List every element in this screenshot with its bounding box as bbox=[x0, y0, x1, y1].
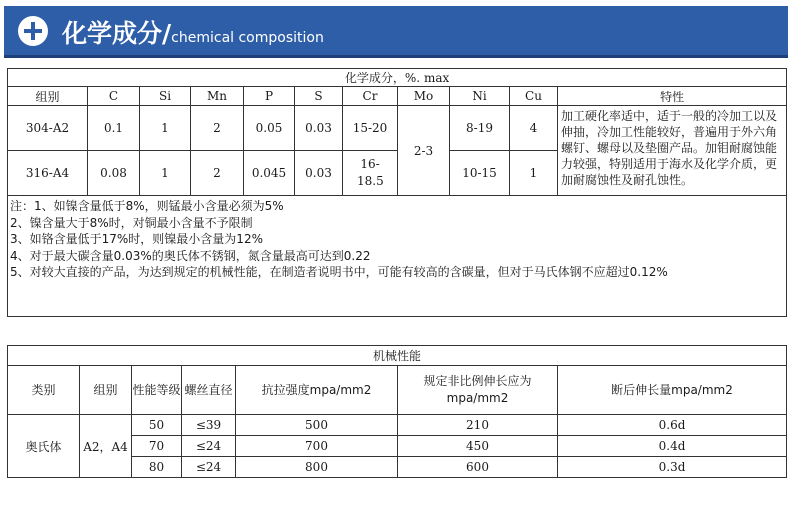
cell-tensile: 500 bbox=[236, 415, 398, 436]
cell-mn: 2 bbox=[191, 151, 244, 196]
cell-yield: 450 bbox=[398, 436, 558, 457]
cell-si: 1 bbox=[140, 151, 191, 196]
cell-grade: 316-A4 bbox=[8, 151, 88, 196]
cell-category: 奥氏体 bbox=[8, 415, 80, 478]
cell-group: A2，A4 bbox=[80, 415, 132, 478]
note-line: 4、对于最大碳含量0.03%的奥氏体不锈钢，氮含量最高可达到0.22 bbox=[10, 248, 371, 263]
col-header-group: 组别 bbox=[80, 366, 132, 415]
cell-p: 0.05 bbox=[244, 106, 295, 151]
cell-elongation: 0.4d bbox=[558, 436, 787, 457]
notes bbox=[8, 196, 787, 317]
cell-cu: 1 bbox=[510, 151, 558, 196]
cell-cr: 15-20 bbox=[343, 106, 398, 151]
cell-mo-shared: 2-3 bbox=[398, 106, 450, 196]
col-header-feature: 特性 bbox=[558, 87, 787, 106]
col-header-si: Si bbox=[140, 87, 191, 106]
cell-ni: 8-19 bbox=[450, 106, 510, 151]
cell-mn: 2 bbox=[191, 106, 244, 151]
cell-elongation: 0.6d bbox=[558, 415, 787, 436]
cell-property-grade: 80 bbox=[132, 457, 182, 478]
col-header-property-grade: 性能等级 bbox=[132, 366, 182, 415]
cell-s: 0.03 bbox=[295, 106, 343, 151]
cell-grade: 304-A2 bbox=[8, 106, 88, 151]
col-header-yield: 规定非比例伸长应为mpa/mm2 bbox=[398, 366, 558, 415]
cell-tensile: 700 bbox=[236, 436, 398, 457]
table-row bbox=[8, 415, 787, 436]
cell-diameter: ≤24 bbox=[182, 457, 236, 478]
section-header bbox=[4, 6, 788, 58]
cell-diameter: ≤39 bbox=[182, 415, 236, 436]
mech-table-title: 机械性能 bbox=[8, 346, 787, 366]
cell-ni: 10-15 bbox=[450, 151, 510, 196]
col-header-cu: Cu bbox=[510, 87, 558, 106]
col-header-diameter: 螺丝直径 bbox=[182, 366, 236, 415]
cell-diameter: ≤24 bbox=[182, 436, 236, 457]
cell-si: 1 bbox=[140, 106, 191, 151]
cell-elongation: 0.3d bbox=[558, 457, 787, 478]
note-line: 3、如铬含量低于17%时，则镍最小含量为12% bbox=[10, 232, 263, 246]
section-title-slash: / bbox=[162, 19, 172, 48]
cell-property-grade: 70 bbox=[132, 436, 182, 457]
note-line: 2、镍含量大于8%时，对铜最小含量不予限制 bbox=[10, 215, 253, 230]
col-header-mn: Mn bbox=[191, 87, 244, 106]
mechanical-properties-table bbox=[7, 345, 787, 478]
chemical-composition-table bbox=[7, 68, 787, 317]
col-header-elongation: 断后伸长量mpa/mm2 bbox=[558, 366, 787, 415]
chem-table-title: 化学成分，%. max bbox=[8, 69, 787, 87]
col-header-s: S bbox=[295, 87, 343, 106]
cell-yield: 600 bbox=[398, 457, 558, 478]
col-header-grade: 组别 bbox=[8, 87, 88, 106]
cell-p: 0.045 bbox=[244, 151, 295, 196]
cell-cr: 16-18.5 bbox=[343, 151, 398, 196]
cell-c: 0.1 bbox=[88, 106, 140, 151]
col-header-c: C bbox=[88, 87, 140, 106]
cell-s: 0.03 bbox=[295, 151, 343, 196]
section-title bbox=[62, 14, 324, 50]
cell-cu: 4 bbox=[510, 106, 558, 151]
section-title-zh: 化学成分 bbox=[62, 19, 163, 48]
cell-property-grade: 50 bbox=[132, 415, 182, 436]
col-header-category: 类别 bbox=[8, 366, 80, 415]
cell-tensile: 800 bbox=[236, 457, 398, 478]
col-header-p: P bbox=[244, 87, 295, 106]
col-header-ni: Ni bbox=[450, 87, 510, 106]
col-header-cr: Cr bbox=[343, 87, 398, 106]
cell-feature: 加工硬化率适中，适于一般的冷加工以及伸抽，冷加工性能较好，普遍用于外六角螺钉、螺母以及垫圈产品。加钼耐腐蚀能力较强，特别适用于海水及化学介质，更加耐腐蚀性及耐孔蚀性。 bbox=[558, 106, 787, 196]
cell-yield: 210 bbox=[398, 415, 558, 436]
col-header-tensile: 抗拉强度mpa/mm2 bbox=[236, 366, 398, 415]
note-line: 5、对较大直接的产品，为达到规定的机械性能，在制造者说明书中，可能有较高的含碳量，但对于马氏体钢不应超过0.12% bbox=[10, 265, 668, 279]
table-row bbox=[8, 106, 787, 151]
col-header-mo: Mo bbox=[398, 87, 450, 106]
cell-c: 0.08 bbox=[88, 151, 140, 196]
note-line: 注：1、如镍含量低于8%，则锰最小含量必须为5% bbox=[10, 199, 284, 213]
section-title-en: chemical composition bbox=[171, 30, 324, 46]
plus-circle-icon bbox=[18, 16, 48, 46]
